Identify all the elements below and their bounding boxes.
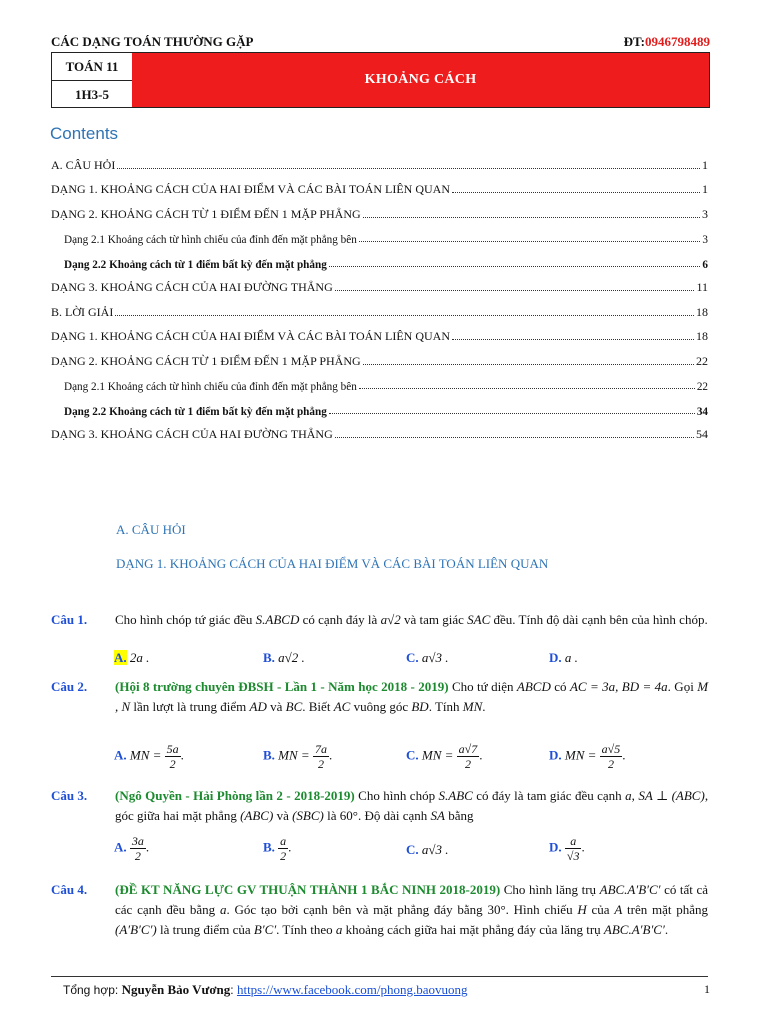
text: lần lượt là trung điểm (133, 699, 247, 714)
math: (SBC) (292, 808, 324, 823)
numerator: 5a (166, 742, 179, 756)
course-codes (52, 53, 133, 107)
option-label: A. (114, 650, 127, 665)
numerator: 3a (131, 834, 144, 848)
math: a (335, 922, 343, 937)
page-footer (63, 982, 710, 998)
footer-divider (51, 976, 708, 977)
section-heading-a: A. CÂU HỎI (116, 522, 186, 537)
text: , góc giữa hai mặt phẳng (115, 788, 709, 823)
fraction (457, 742, 483, 771)
option-suffix: . (288, 839, 292, 855)
math: a (625, 788, 632, 803)
math: MN (462, 699, 483, 714)
page-header (51, 34, 710, 52)
numerator: a√5 (601, 742, 621, 756)
question-number: Câu 1. (51, 612, 88, 627)
toc-text: Dạng 2.2 Khoảng cách từ 1 điểm bất kỳ đến mặt phẳng (64, 258, 327, 271)
text: Cho hình chóp tứ giác đều (115, 612, 253, 627)
text: Cho hình lăng trụ (503, 882, 597, 897)
answer-option-a[interactable] (114, 742, 184, 771)
toc-item[interactable] (51, 295, 708, 320)
text: , (631, 788, 635, 803)
math: SA (430, 808, 445, 823)
toc-leader (115, 315, 694, 316)
denominator: 2 (169, 757, 176, 771)
math: BC (285, 699, 303, 714)
question-number: Câu 4. (51, 882, 88, 897)
math: S.ABC (438, 788, 473, 803)
toc-item[interactable] (51, 148, 708, 173)
denominator: 2 (464, 757, 471, 771)
toc-leader (335, 290, 695, 291)
toc-page: 6 (702, 258, 708, 271)
numerator: a (280, 834, 287, 848)
lesson-code: 1H3-5 (75, 87, 109, 102)
phone-label: ĐT: (623, 34, 645, 49)
math: AD (249, 699, 267, 714)
option-prefix: MN = (129, 747, 162, 763)
question-text (115, 677, 708, 717)
text: . (482, 699, 486, 714)
option-suffix: . (479, 747, 483, 763)
text: có (554, 679, 567, 694)
math: A (614, 902, 623, 917)
toc-item[interactable] (51, 369, 708, 394)
answer-option-b[interactable] (263, 834, 291, 863)
text: và (270, 699, 283, 714)
option-value: 2a . (129, 650, 150, 665)
question-text (115, 880, 708, 940)
toc-text: B. LỜI GIẢI (51, 304, 114, 319)
text: . Tính (428, 699, 460, 714)
question-source: (ĐỀ KT NĂNG LỰC GV THUẬN THÀNH 1 BẮC NINH 2018-2019) (115, 882, 501, 897)
text: bằng (448, 808, 474, 823)
answer-row-q1 (51, 650, 708, 674)
document-title: KHOẢNG CÁCH (132, 53, 709, 107)
math: SA ⊥ (ABC) (638, 788, 705, 803)
toc-page: 3 (702, 234, 708, 246)
option-suffix: . (328, 747, 333, 763)
fraction (278, 834, 288, 863)
text: khoảng cách giữa hai mặt phẳng đáy của lăng trụ (345, 922, 601, 937)
toc-page: 18 (696, 304, 708, 319)
text: . Góc tạo bởi cạnh bên và mặt phẳng đáy bằng (226, 902, 483, 917)
option-label: D. (549, 747, 562, 763)
text: Cho tứ diện (451, 679, 514, 694)
math: 60° (339, 808, 358, 823)
text: . Hình chiếu (505, 902, 573, 917)
text: . Tính theo (276, 922, 333, 937)
toc-page: 54 (696, 427, 708, 441)
page-number: 1 (704, 982, 710, 996)
denominator: 2 (317, 757, 324, 771)
option-label: D. (549, 650, 562, 665)
phone-number: 0946798489 (645, 34, 710, 49)
toc-page: 22 (696, 353, 708, 368)
option-value: a√2 . (278, 650, 305, 665)
denominator: 2 (134, 849, 141, 863)
math: AC (333, 699, 351, 714)
toc-page: 1 (702, 157, 708, 172)
math: 30° (487, 902, 506, 917)
answer-option-c[interactable] (406, 742, 483, 771)
math: (ABC) (240, 808, 274, 823)
toc-item[interactable] (51, 197, 708, 222)
option-label: A. (114, 747, 127, 763)
toc-item[interactable] (51, 393, 708, 418)
question-text (115, 610, 708, 630)
option-suffix: . (180, 747, 184, 763)
toc-item[interactable] (51, 320, 708, 345)
toc-page: 34 (696, 405, 708, 418)
toc-item[interactable] (51, 271, 708, 296)
math: (A′B′C′) (115, 922, 157, 937)
option-label: D. (549, 839, 562, 855)
numerator: 7a (314, 742, 327, 756)
toc-item[interactable] (51, 344, 708, 369)
question-number: Câu 2. (51, 679, 88, 694)
header-phone (624, 34, 710, 50)
option-label: B. (263, 747, 275, 763)
text: là (327, 808, 337, 823)
toc-leader (452, 339, 694, 340)
toc-leader (117, 168, 700, 169)
toc-page: 3 (702, 206, 708, 221)
toc-leader (335, 437, 694, 438)
option-value: a√3 . (421, 650, 449, 665)
answer-option-d[interactable] (549, 742, 626, 771)
toc-item[interactable] (51, 173, 708, 198)
facebook-link[interactable]: https://www.facebook.com/phong.baovuong (236, 982, 468, 997)
question-1 (51, 610, 708, 630)
toc-text: DẠNG 2. KHOẢNG CÁCH TỪ 1 ĐIỂM ĐẾN 1 MẶP PHẲNG (51, 206, 361, 221)
question-text (115, 786, 708, 826)
author-name: Nguyễn Bảo Vương (121, 982, 231, 997)
math: SAC (467, 612, 491, 627)
toc-text: DẠNG 3. KHOẢNG CÁCH CỦA HAI ĐƯỜNG THẲNG (51, 280, 333, 294)
text: . (664, 922, 669, 937)
option-label: A. (114, 839, 127, 855)
option-label: B. (263, 650, 275, 665)
toc-page: 22 (696, 381, 708, 393)
math: M , N (115, 679, 709, 714)
option-suffix: . (622, 747, 626, 763)
question-source: (Ngô Quyền - Hải Phòng lần 2 - 2018-2019) (115, 788, 355, 803)
denominator: √3 (566, 849, 580, 863)
text: trên mặt phẳng (627, 902, 709, 917)
question-number: Câu 3. (51, 788, 88, 803)
math: AC = 3a, BD = 4a (569, 679, 668, 694)
question-3 (51, 786, 708, 826)
toc-page: 18 (696, 329, 708, 343)
toc-text: Dạng 2.2 Khoảng cách từ 1 điểm bất kỳ đến mặt phẳng (64, 405, 327, 418)
answer-option-a[interactable] (114, 650, 149, 666)
answer-option-c[interactable] (406, 650, 449, 666)
answer-option-c[interactable] (406, 842, 449, 858)
table-of-contents (51, 148, 708, 442)
text: . Độ dài cạnh (357, 808, 428, 823)
answer-row-q2 (51, 742, 708, 778)
option-label: C. (406, 747, 419, 763)
answer-option-a[interactable] (114, 834, 149, 863)
contents-heading: Contents (50, 124, 119, 143)
header-title: CÁC DẠNG TOÁN THƯỜNG GẶP (51, 34, 254, 49)
toc-leader (363, 364, 694, 365)
math: a√2 (380, 612, 401, 627)
denominator: 2 (607, 757, 614, 771)
text: có đáy là tam giác đều cạnh (476, 788, 622, 803)
course-code: TOÁN 11 (52, 53, 132, 81)
text: có tất cả các cạnh đều bằng (115, 882, 709, 917)
text: . Biết (302, 699, 331, 714)
toc-page: 11 (696, 280, 708, 294)
option-suffix: . (145, 839, 150, 855)
option-suffix: . (581, 839, 585, 855)
math: ABCD (516, 679, 551, 694)
option-prefix: MN = (278, 747, 310, 763)
toc-text: DẠNG 1. KHOẢNG CÁCH CỦA HAI ĐIỂM VÀ CÁC BÀI TOÁN LIÊN QUAN (51, 329, 450, 343)
toc-item[interactable] (51, 246, 708, 271)
math: H (577, 902, 587, 917)
title-box (51, 52, 710, 108)
toc-page: 1 (702, 182, 708, 196)
text: là trung điểm của (160, 922, 251, 937)
option-prefix: MN = (421, 747, 454, 763)
numerator: a (565, 834, 582, 849)
text: đều. Tính độ dài cạnh bên của hình chóp. (493, 612, 708, 627)
text: có cạnh đáy là (302, 612, 378, 627)
question-2 (51, 677, 708, 717)
text: và (276, 808, 289, 823)
toc-text: DẠNG 3. KHOẢNG CÁCH CỦA HAI ĐƯỜNG THẲNG (51, 427, 333, 441)
fraction (313, 742, 329, 771)
toc-text: A. CÂU HỎI (51, 157, 116, 172)
text: Cho hình chóp (358, 788, 436, 803)
option-prefix: MN = (564, 747, 597, 763)
toc-text: DẠNG 2. KHOẢNG CÁCH TỪ 1 ĐIỂM ĐẾN 1 MẶP PHẲNG (51, 353, 361, 368)
math: ABC.A′B′C′ (599, 882, 661, 897)
option-label: C. (406, 842, 419, 857)
toc-text: Dạng 2.1 Khoảng cách từ hình chiếu của đỉnh đến mặt phẳng bên (64, 234, 357, 246)
question-4 (51, 880, 708, 940)
math: ABC.A′B′C′ (603, 922, 665, 937)
option-value: a√3 . (421, 842, 449, 857)
answer-row-q3 (51, 834, 708, 872)
option-label: B. (263, 839, 275, 855)
toc-leader (359, 388, 695, 389)
fraction (565, 834, 585, 863)
math: BD (411, 699, 429, 714)
section-heading-dang1: DẠNG 1. KHOẢNG CÁCH CỦA HAI ĐIỂM VÀ CÁC BÀI TOÁN LIÊN QUAN (116, 556, 549, 571)
numerator: a√7 (458, 742, 478, 756)
toc-text: DẠNG 1. KHOẢNG CÁCH CỦA HAI ĐIỂM VÀ CÁC BÀI TOÁN LIÊN QUAN (51, 182, 450, 196)
answer-option-b[interactable] (263, 650, 305, 666)
math: B′C′ (253, 922, 277, 937)
toc-leader (359, 241, 701, 242)
toc-leader (452, 192, 700, 193)
option-label: C. (406, 650, 419, 665)
fraction (130, 834, 146, 863)
fraction (600, 742, 626, 771)
toc-leader (363, 217, 700, 218)
footer-separator: : (230, 983, 234, 997)
text: vuông góc (353, 699, 409, 714)
text: và tam giác (403, 612, 464, 627)
text: . Gọi (667, 679, 694, 694)
answer-option-b[interactable] (263, 742, 332, 771)
footer-label: Tổng hợp: (63, 983, 119, 997)
option-value: a . (564, 650, 578, 665)
answer-option-d[interactable] (549, 834, 585, 863)
math: S.ABCD (255, 612, 300, 627)
math: a (219, 902, 227, 917)
toc-leader (329, 413, 695, 414)
question-source: (Hội 8 trường chuyên ĐBSH - Lần 1 - Năm học 2018 - 2019) (115, 679, 449, 694)
text: của (591, 902, 610, 917)
answer-option-d[interactable] (549, 650, 578, 666)
toc-text: Dạng 2.1 Khoảng cách từ hình chiếu của đỉnh đến mặt phẳng bên (64, 381, 357, 393)
denominator: 2 (280, 849, 287, 863)
toc-leader (329, 266, 701, 267)
toc-item[interactable] (51, 222, 708, 247)
fraction (165, 742, 181, 771)
toc-item[interactable] (51, 418, 708, 443)
